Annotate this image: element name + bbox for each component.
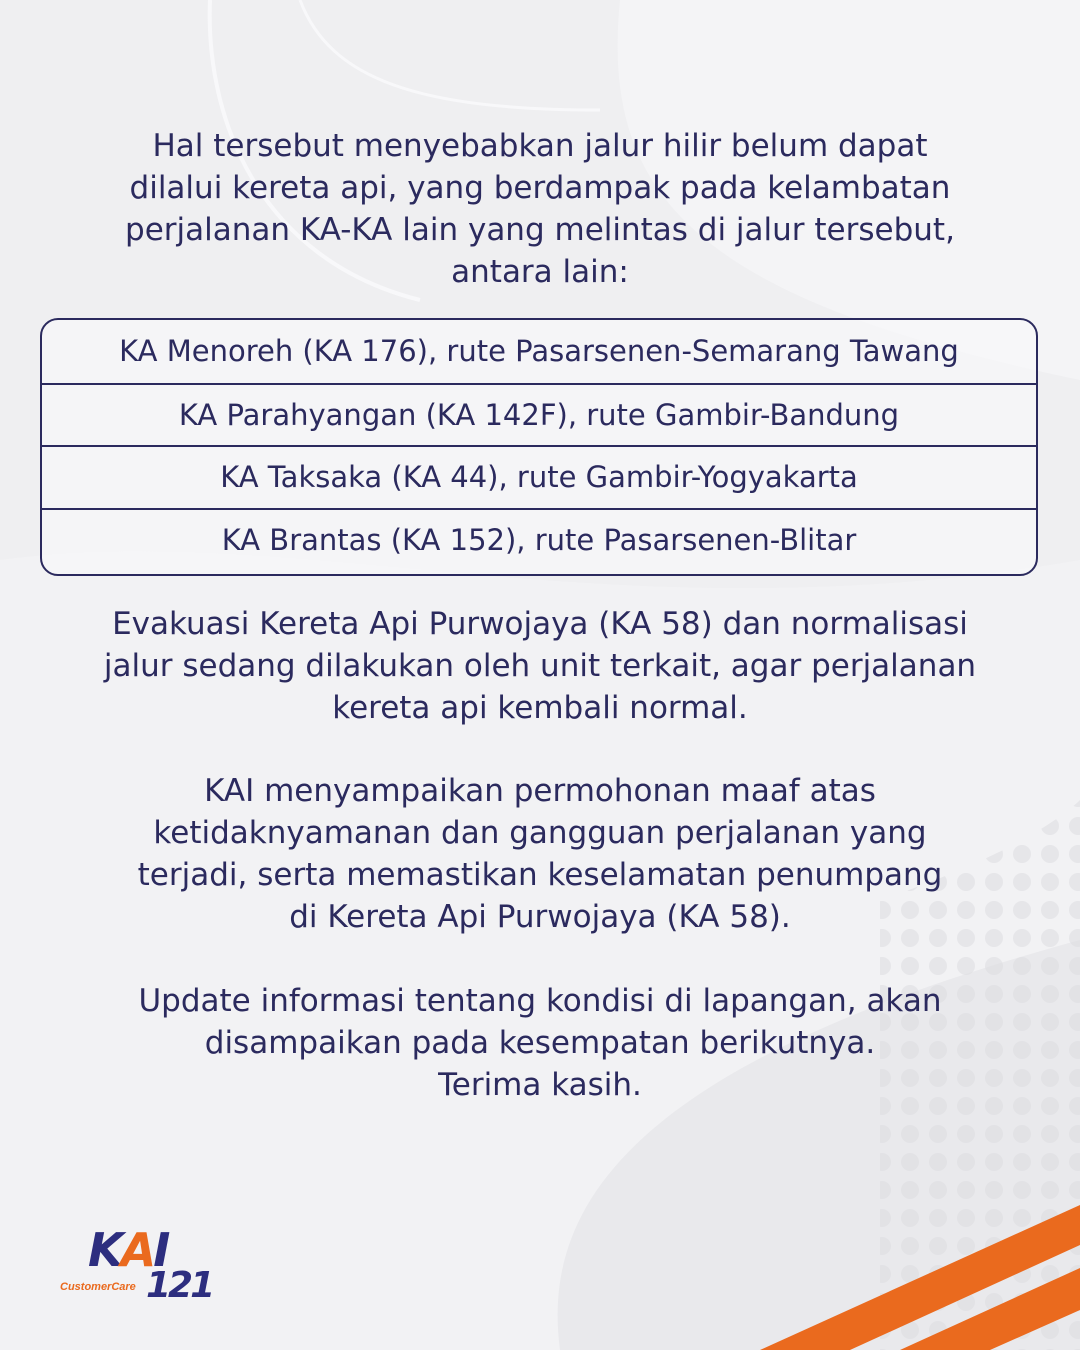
intro-line: antara lain: bbox=[451, 254, 629, 290]
apology-line: di Kereta Api Purwojaya (KA 58). bbox=[289, 899, 791, 935]
closing-paragraph bbox=[40, 980, 1040, 1106]
route-row: KA Brantas (KA 152), rute Pasarsenen-Blitar bbox=[42, 508, 1036, 571]
evacuation-paragraph bbox=[40, 603, 1040, 729]
kai-customercare-logo bbox=[60, 1223, 213, 1315]
apology-line: KAI menyampaikan permohonan maaf atas bbox=[204, 773, 876, 809]
route-row: KA Taksaka (KA 44), rute Gambir-Yogyakarta bbox=[42, 445, 1036, 508]
closing-line: Terima kasih. bbox=[438, 1067, 642, 1103]
intro-line: Hal tersebut menyebabkan jalur hilir belum dapat bbox=[152, 128, 928, 164]
evacuation-line: jalur sedang dilakukan oleh unit terkait, agar perjalanan bbox=[103, 648, 977, 684]
apology-line: ketidaknyamanan dan gangguan perjalanan yang bbox=[153, 815, 927, 851]
closing-line: disampaikan pada kesempatan berikutnya. bbox=[204, 1025, 876, 1061]
affected-trains-table bbox=[40, 318, 1038, 576]
customercare-label: CustomerCare bbox=[60, 1281, 136, 1293]
apology-paragraph bbox=[40, 770, 1040, 938]
evacuation-line: kereta api kembali normal. bbox=[332, 690, 748, 726]
hotline-number: 121 bbox=[146, 1265, 213, 1306]
route-row: KA Menoreh (KA 176), rute Pasarsenen-Semarang Tawang bbox=[119, 334, 959, 369]
intro-paragraph bbox=[40, 125, 1040, 293]
intro-line: dilalui kereta api, yang berdampak pada kelambatan bbox=[129, 170, 951, 206]
route-row: KA Parahyangan (KA 142F), rute Gambir-Bandung bbox=[42, 383, 1036, 446]
closing-line: Update informasi tentang kondisi di lapangan, akan bbox=[138, 983, 942, 1019]
evacuation-line: Evakuasi Kereta Api Purwojaya (KA 58) dan normalisasi bbox=[112, 606, 968, 642]
kai-wordmark: KAI bbox=[88, 1223, 168, 1277]
intro-line: perjalanan KA-KA lain yang melintas di jalur tersebut, bbox=[125, 212, 955, 248]
apology-line: terjadi, serta memastikan keselamatan penumpang bbox=[137, 857, 943, 893]
